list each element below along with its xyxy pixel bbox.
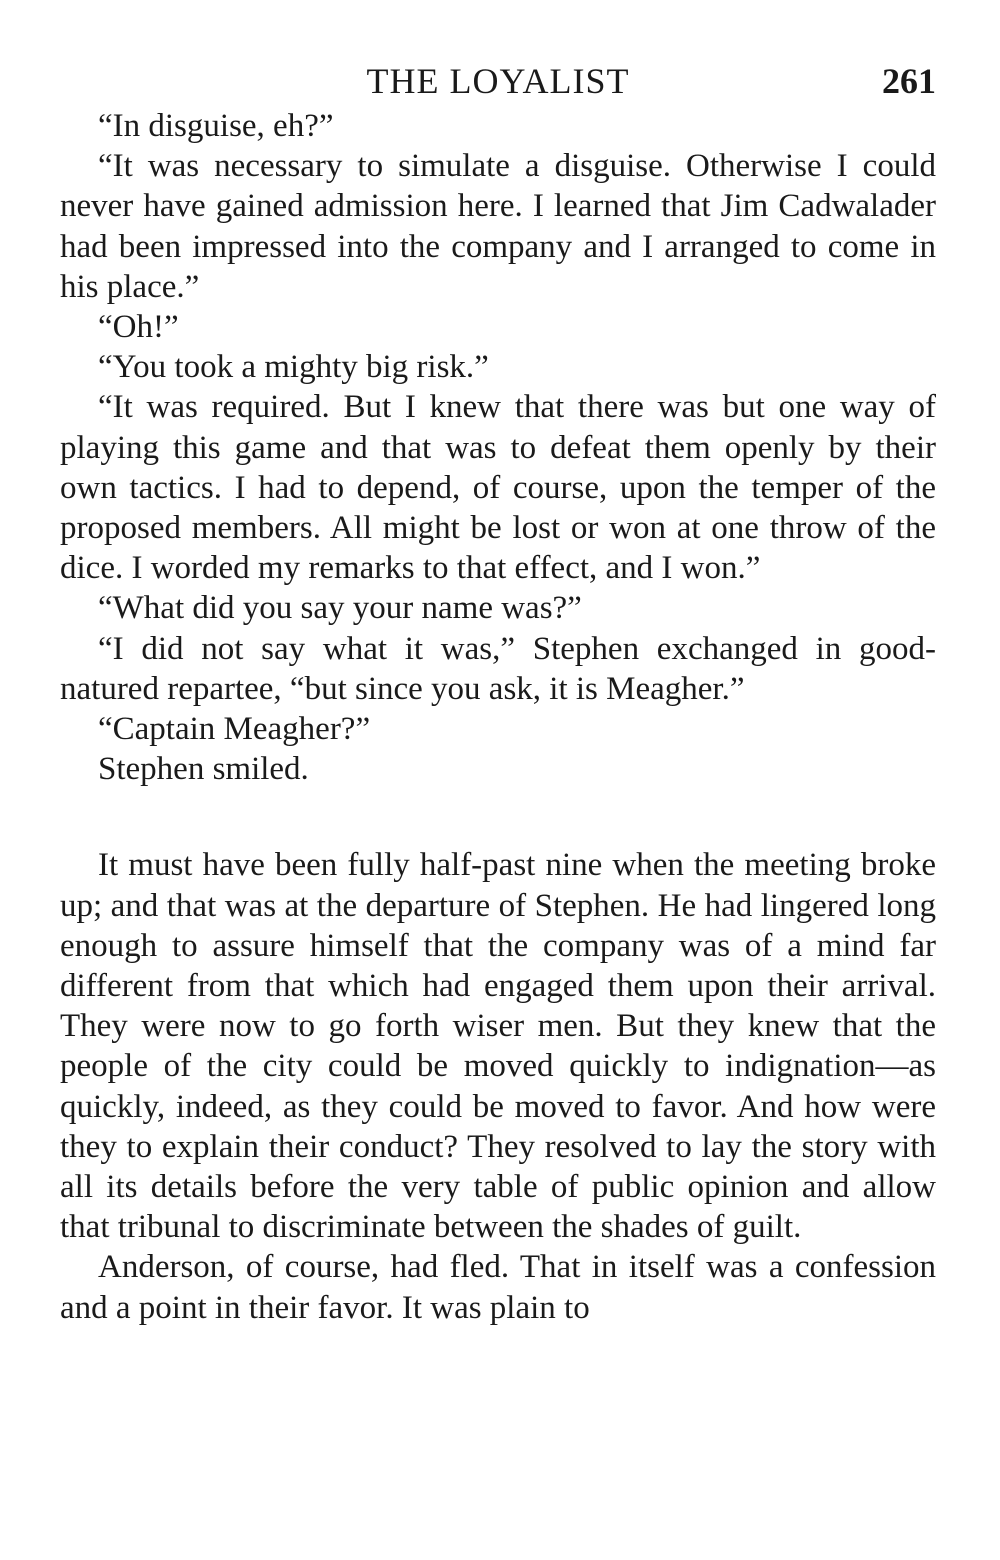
running-head [60, 56, 936, 106]
paragraph: “I did not say what it was,” Stephen exchanged in good-natured repartee, “but since you ask, it is Meagher.” [60, 630, 936, 707]
paragraph: “It was required. But I knew that there was but one way of playing this game and that was to defeat them openly by their own tactics. I had to depend, of course, upon the temper of the proposed members. All might be lost or won at one throw of the dice. I worded my remarks to that effect, and I won.” [60, 389, 936, 587]
paragraph: Anderson, of course, had fled. That in itself was a confession and a point in their favor. It was plain to [60, 1249, 936, 1326]
paragraph: “Captain Meagher?” [98, 711, 371, 748]
paragraph: “It was necessary to simulate a disguise. Otherwise I could never have gained admission here. I learned that Jim Cadwalader had been impressed into the company and I arranged to come in his place.” [60, 148, 936, 305]
paragraph: “You took a mighty big risk.” [98, 349, 489, 386]
book-page [60, 56, 936, 1328]
running-title: THE LOYALIST [366, 61, 630, 101]
paragraph: It must have been fully half-past nine when the meeting broke up; and that was at the departure of Stephen. He had lingered long enough to assure himself that the company was of a mind far different from that which had engaged them upon their arrival. They were now to go forth wiser men. But they knew that the people of the city could be moved quickly to indignation—as quickly, indeed, as they could be moved to favor. And how were they to explain their conduct? They resolved to lay the story with all its details before the very table of public opinion and allow that tribunal to discriminate between the shades of guilt. [60, 847, 936, 1246]
paragraph: “Oh!” [98, 309, 179, 346]
page-number: 261 [882, 61, 936, 101]
paragraph: “In disguise, eh?” [98, 108, 334, 144]
section-break [60, 789, 936, 845]
paragraph: “What did you say your name was?” [98, 590, 582, 627]
body-text [60, 106, 936, 1328]
paragraph: Stephen smiled. [98, 751, 309, 788]
